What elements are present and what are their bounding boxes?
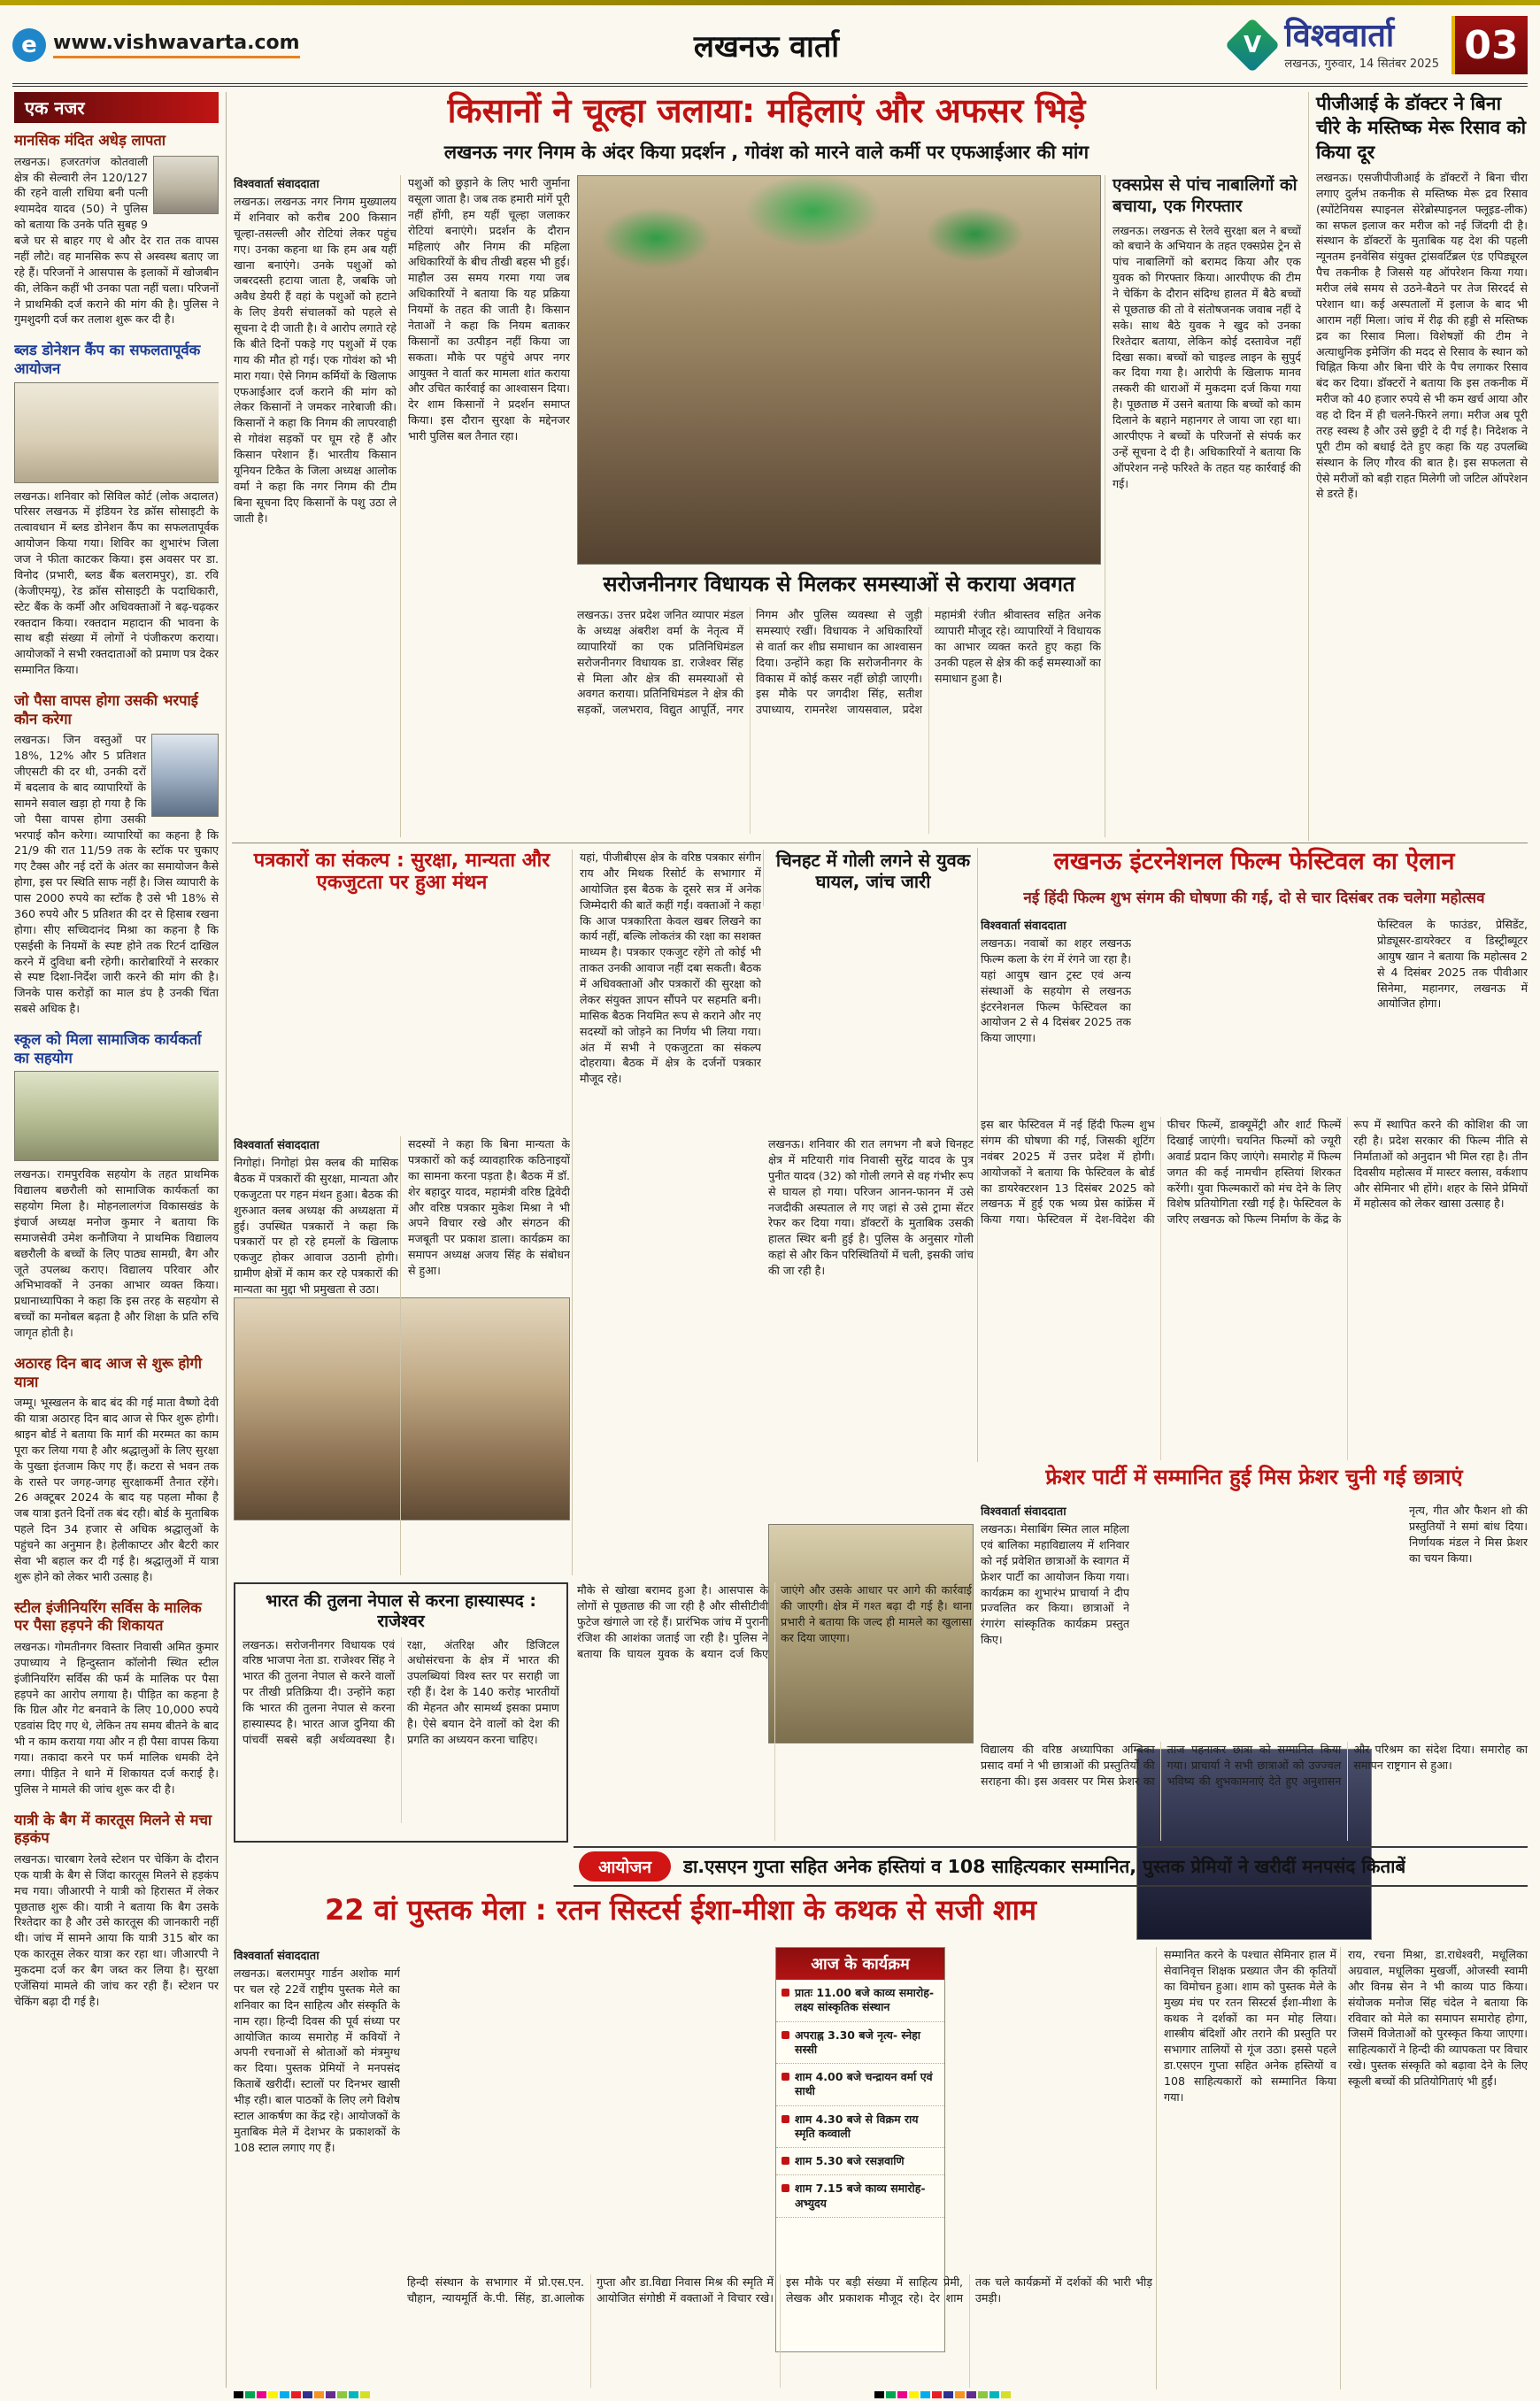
- calibration-square: [245, 2391, 255, 2398]
- article-body: लखनऊ। बलरामपुर गार्डन अशोक मार्ग पर चल रहे 22वें राष्ट्रीय पुस्तक मेले का शनिवार का दिन साहित्य और संस्कृति के नाम रहा। हिन्दी दिवस की पूर्व संध्या पर आयोजित काव्य समारोह में कवियों ने अपनी रचनाओं से श्रोताओं को मंत्रमुग्ध कर दिया। पुस्तक प्रेमियों ने मनपसंद किताबें खरीदीं। स्टालों पर दिनभर खासी भीड़ रही। बाल पाठकों के लिए लगे विशेष स्टाल आकर्षण का केंद्र रहे। आयोजकों के मुताबिक मेले में देशभर के प्रकाशकों के 108 स्टाल लगाए गए हैं।: [234, 1966, 400, 2154]
- express-article: [1105, 175, 1301, 837]
- page-number: 03: [1451, 16, 1528, 74]
- sidebar-article: [14, 128, 219, 327]
- sidebar-article: [14, 338, 219, 678]
- calibration-square: [1001, 2391, 1011, 2398]
- calibration-square: [989, 2391, 999, 2398]
- calibration-square: [291, 2391, 301, 2398]
- events-title: आज के कार्यक्रम: [776, 1948, 944, 1980]
- print-calibration-strip: [234, 2391, 370, 2398]
- sidebar-article: [14, 1596, 219, 1797]
- calibration-square: [874, 2391, 884, 2398]
- article-body: लखनऊ। जिन वस्तुओं पर 18%, 12% और 5 प्रतिशत जीएसटी की दर थी, उनकी दरों में बदलाव के बाद व्यापारियों के सामने सवाल खड़ा हो गया है कि जो पैसा वापस होगा उसकी भरपाई कौन करेगा। व्यापारियों का कहना है कि 21/9 की रात 11/59 तक के स्टॉक पर चुकाए गए टैक्स और नई दरों के अंतर का समायोजन कैसे होगा, इस पर स्थिति साफ नहीं है। जिस व्यापारी के पास 2000 रुपये का स्टॉक है उसे भी 18% से 360 रुपये और 5 प्रतिशत की दर से हिसाब रखना होगा। सीए सच्चिदानंद मिश्रा का कहना है कि एसईसी के नियमों के स्पष्ट होने तक रिटर्न दाखिल करने में दुविधा बनी रहेगी। कारोबारियों ने सरकार से स्पष्ट दिशा-निर्देश जारी करने की मांग की है। जिनके पास करोड़ों का माल डंप है उनकी चिंता सबसे अधिक है।: [14, 733, 219, 1016]
- article-headline: स्टील इंजीनियरिंग सर्विस के मालिक पर पैसा हड़पने की शिकायत: [14, 1598, 202, 1635]
- calibration-square: [978, 2391, 988, 2398]
- event-text: शाम 4.00 बजे चन्द्रायन वर्मा एवं साथी: [795, 2070, 933, 2098]
- main-subhead: लखनऊ नगर निगम के अंदर किया प्रदर्शन , गोवंश को मारने वाले कर्मी पर एफआईआर की मांग: [443, 142, 1090, 163]
- article-body-wrap: [14, 732, 219, 1017]
- byline: विश्ववार्ता संवाददाता: [234, 178, 320, 191]
- main-headline: किसानों ने चूल्हा जलाया: महिलाएं और अफसर भिड़े: [447, 91, 1086, 130]
- film-festival-headline: लखनऊ इंटरनेशनल फिल्म फेस्टिवल का ऐलान: [1053, 848, 1455, 875]
- chinhat-headline: चिनहट में गोली लगने से युवक घायल, जांच जारी: [763, 850, 975, 906]
- missing-person-photo: [153, 156, 219, 214]
- top-accent-strip: [0, 0, 1540, 5]
- film-col2: फेस्टिवल के फाउंडर, प्रेसिडेंट, प्रोड्यूसर-डायरेक्टर व डिस्ट्रीब्यूटर आयुष खान ने बताया कि महोत्सव 2 से 4 दिसंबर 2025 तक पीवीआर सिनेमा, महानगर, लखनऊ में आयोजित होगा।: [1377, 918, 1528, 1011]
- page-header: [12, 11, 1528, 80]
- article-body: जम्मू। भूस्खलन के बाद बंद की गई माता वैष्णो देवी की यात्रा अठारह दिन बाद आज से फिर शुरू होगी। श्राइन बोर्ड ने बताया कि मार्ग की मरम्मत का काम पूरा कर लिया गया है और श्रद्धालुओं के लिए सुरक्षा के पुख्ता इंतजाम किए गए हैं। कटरा से भवन तक के रास्ते पर जगह-जगह सुरक्षाकर्मी तैनात रहेंगे। 26 अक्टूबर 2024 के बाद यह पहला मौका है जब यात्रा इतने दिनों तक बंद रही। बोर्ड के मुताबिक पहले दिन 34 हजार से अधिक श्रद्धालुओं के पहुंचने का अनुमान है। हेलीकाप्टर और बैटरी कार सेवा भी बहाल कर दी गई है। श्रद्धालुओं में यात्रा शुरू होने को लेकर भारी उत्साह है।: [14, 1396, 219, 1583]
- brand-logo-letter: V: [1244, 32, 1262, 58]
- calibration-square: [909, 2391, 919, 2398]
- article-headline: यात्री के बैग में कारतूस मिलने से मचा हड़कंप: [14, 1811, 212, 1847]
- calibration-square: [268, 2391, 278, 2398]
- print-calibration-strip: [874, 2391, 1011, 2398]
- sidebar-article: [14, 689, 219, 1017]
- site-logo-group: [12, 28, 300, 62]
- bullet-icon: [782, 2157, 789, 2165]
- dateline: लखनऊ, गुरुवार, 14 सितंबर 2025: [1284, 57, 1439, 71]
- event-item: [776, 2175, 944, 2218]
- article-headline: अठारह दिन बाद आज से शुरू होगी यात्रा: [14, 1354, 202, 1390]
- calibration-square: [234, 2391, 243, 2398]
- calibration-square: [326, 2391, 335, 2398]
- calibration-square: [920, 2391, 930, 2398]
- bullet-icon: [782, 2073, 789, 2081]
- article-body: लखनऊ। एसजीपीजीआई के डॉक्टरों ने बिना चीरा लगाए दुर्लभ तकनीक से मस्तिष्क मेरू द्रव रिसाव (स्पोंटेनियस स्पाइनल सेरेब्रोस्पाइनल फ्लूइड-लीक) का सफल इलाज कर मरीज को नई जिंदगी दी है। संस्थान के डॉक्टरों के मुताबिक यह देश की पहली न्यूनतम इनवेसिव संयुक्त ट्रांसवर्टिब्रल एंड एपिड्यूरल पैच तकनीक है जिससे यह ऑपरेशन किया गया। मरीज लंबे समय से उठने-बैठने पर तेज सिरदर्द से परेशान था। कई अस्पतालों में इलाज के बाद भी आराम नहीं मिला। जांच में रीढ़ की हड्डी से मस्तिष्क द्रव का रिसाव मिला। विशेषज्ञों की टीम ने अत्याधुनिक इमेजिंग की मदद से रिसाव के स्थान को चिह्नित किया और बिना चीरे के पैच लगाकर रिसाव बंद कर दिया। डॉक्टरों ने बताया कि इस तकनीक में मरीज को 40 हजार रुपये से भी कम खर्च आया और वह दो दिन में ही चलने-फिरने लगा। मरीज अब पूरी तरह स्वस्थ है और उसे छुट्टी दे दी गई है। निदेशक ने पूरी टीम को बधाई देते हुए कहा कि यह उपलब्धि संस्थान के लिए गौरव की बात है। इस सफलता से ऐसे मरीजों को बड़ी राहत मिलेगी जो जटिल ऑपरेशन से डरते हैं।: [1316, 170, 1528, 501]
- event-item: [776, 2106, 944, 2149]
- ayojan-text: डा.एसएन गुप्ता सहित अनेक हस्तियां व 108 साहित्यकार सम्मानित, पुस्तक प्रेमियों ने खरीदीं मनपसंद किताबें: [683, 1856, 1406, 1877]
- calibration-square: [257, 2391, 266, 2398]
- main-article-col2: पशुओं को छुड़ाने के लिए भारी जुर्माना वसूला जाता है। जब तक हमारी मांगें पूरी नहीं होंगी, हम यहीं चूल्हा जलाकर रोटियां बनाएंगे। प्रदर्शन के दौरान महिलाएं और निगम की महिला अधिकारियों के बीच तीखी बहस भी हुई। माहौल उस समय गरमा गया जब अधिकारियों ने बताया कि यह प्रक्रिया नियमों के तहत की जाती है। किसान नेताओं ने कहा कि नियम बताकर किसानों का उत्पीड़न नहीं किया जा सकता। मौके पर पहुंचे अपर नगर आयुक्त ने वार्ता कर मामला शांत कराया और उचित कार्रवाई का आश्वासन दिया। देर शाम किसानों ने प्रदर्शन समाप्त किया। इस दौरान सुरक्षा के मद्देनजर भारी पुलिस बल तैनात रहा।: [400, 175, 570, 837]
- article-headline: ब्लड डोनेशन कैंप का सफलतापूर्वक आयोजन: [14, 342, 201, 377]
- calibration-square: [955, 2391, 965, 2398]
- byline: विश्ववार्ता संवाददाता: [234, 1139, 320, 1152]
- section-banner: एक नजर: [14, 92, 219, 123]
- film-festival-subhead: नई हिंदी फिल्म शुभ संगम की घोषणा की गई, दो से चार दिसंबर तक चलेगा महोत्सव: [1023, 889, 1485, 907]
- calibration-square: [943, 2391, 953, 2398]
- article-body: लखनऊ। मेसाबिंग स्मित लाल महिला एवं बालिका महाविद्यालय में शनिवार को नई प्रवेशित छात्राओं के स्वागत में फ्रेशर पार्टी का आयोजन किया गया। कार्यक्रम का शुभारंभ प्राचार्या ने दीप प्रज्वलित कर किया। छात्राओं ने रंगारंग सांस्कृतिक कार्यक्रम प्रस्तुत किए।: [981, 1522, 1129, 1647]
- school-group-photo: [14, 1071, 219, 1161]
- article-headline: पीजीआई के डॉक्टर ने बिना चीरे के मस्तिष्क मेरू रिसाव को किया दूर: [1316, 93, 1527, 163]
- bookfair-bottom: हिन्दी संस्थान के सभागार में प्रो.एस.एन. चौहान, न्यायमूर्ति के.पी. सिंह, डा.आलोक गुप्ता और डा.विद्या निवास मिश्र की स्मृति में आयोजित संगोष्ठी में वक्ताओं ने विचार रखे। इस मौके पर बड़ी संख्या में साहित्य प्रेमी, लेखक और प्रकाशक मौजूद रहे। देर शाम तक चले कार्यक्रमों में दर्शकों की भारी भीड़ उमड़ी।: [407, 2275, 1152, 2305]
- patrakar-col1: [234, 1136, 398, 1575]
- header-divider: [12, 83, 1528, 87]
- event-item: [776, 2148, 944, 2175]
- blood-camp-photo: [14, 382, 219, 483]
- protest-photo: [577, 175, 1101, 565]
- event-item: [776, 1980, 944, 2022]
- sidebar-ek-nazar: [12, 92, 227, 2388]
- byline: विश्ववार्ता संवाददाता: [234, 1950, 320, 1963]
- sarojini-headline: सरोजनीनगर विधायक से मिलकर समस्याओं से कराया अवगत: [603, 572, 1075, 596]
- nepal-article-box: [234, 1582, 568, 1843]
- calibration-square: [360, 2391, 370, 2398]
- article-headline: स्कूल को मिला सामाजिक कार्यकर्ता का सहयोग: [14, 1031, 202, 1066]
- article-body: लखनऊ। चारबाग रेलवे स्टेशन पर चेकिंग के दौरान एक यात्री के बैग से जिंदा कारतूस मिलने से हड़कंप मच गया। जीआरपी ने यात्री को हिरासत में लेकर पूछताछ शुरू की। यात्री ने बताया कि बैग उसके रिश्तेदार का है और उसे कारतूस की जानकारी नहीं थी। जांच में सामने आया कि यात्री 315 बोर का एक कारतूस लेकर यात्रा कर रहा था। जीआरपी ने मुकदमा दर्ज कर बैग जब्त कर लिया है। सुरक्षा एजेंसियां मामले की जांच कर रही हैं। स्टेशन पर चेकिंग बढ़ा दी गई है।: [14, 1851, 219, 2008]
- article-body: लखनऊ। सरोजनीनगर विधायक एवं वरिष्ठ भाजपा नेता डा. राजेश्वर सिंह ने भारत की तुलना नेपाल से करने वालों पर तीखी प्रतिक्रिया दी। उन्होंने कहा कि भारत की तुलना नेपाल से करना हास्यास्पद है। भारत आज दुनिया की पांचवीं सबसे बड़ी अर्थव्यवस्था है। रक्षा, अंतरिक्ष और डिजिटल अधोसंरचना के क्षेत्र में भारत की उपलब्धियां विश्व स्तर पर सराही जा रही हैं। देश के 140 करोड़ भारतीयों की मेहनत और सामर्थ्य इसका प्रमाण है। ऐसे बयान देने वालों को देश की प्रगति का अध्ययन करना चाहिए।: [243, 1637, 559, 1746]
- bullet-icon: [782, 1989, 789, 1997]
- bullet-icon: [782, 2031, 789, 2039]
- brand-name: विश्ववार्ता: [1284, 17, 1395, 54]
- article-headline: जो पैसा वापस होगा उसकी भरपाई कौन करेगा: [14, 692, 198, 727]
- article-headline: मानसिक मंदित अधेड़ लापता: [14, 132, 166, 149]
- sidebar-article: [14, 1351, 219, 1585]
- calibration-square: [897, 2391, 907, 2398]
- calibration-square: [349, 2391, 358, 2398]
- bullet-icon: [782, 2184, 789, 2192]
- chinhat-col1: लखनऊ। शनिवार की रात लगभग नौ बजे चिनहट क्षेत्र में मटियारी गांव निवासी सुरेंद्र यादव के पुत्र पुनीत यादव (32) को गोली लगने से वह गंभीर रूप से घायल हो गया। परिजन आनन-फानन में उसे नजदीकी अस्पताल ले गए जहां से उसे ट्रामा सेंटर रेफर कर दिया गया। डॉक्टरों के मुताबिक उसकी हालत स्थिर बनी हुई है। पुलिस के अनुसार गोली कहां से और किन परिस्थितियों में चली, इसकी जांच की जा रही है।: [768, 1137, 974, 1277]
- site-url: www.vishwavarta.com: [53, 32, 300, 58]
- byline: विश्ववार्ता संवाददाता: [981, 920, 1066, 933]
- calibration-square: [886, 2391, 896, 2398]
- article-headline: भारत की तुलना नेपाल से करना हास्यास्पद : राजेश्वर: [266, 1591, 536, 1631]
- sidebar-article: [14, 1808, 219, 2010]
- fresher-col1: [981, 1503, 1129, 1736]
- article-body: लखनऊ। लखनऊ नगर निगम मुख्यालय में शनिवार को करीब 200 किसान चूल्हा-तसल्ली और रोटियां लेकर पहुंच गए। उनका कहना था कि हम अब यहीं खाना बनाएंगे। उनके पशुओं को जबरदस्ती हटाया जाता है, जबकि जो अवैध डेयरी हैं वहां के पशुओं को हटाने के लिए डेयरी संचालकों को पहले से सूचना दे दी जाती है। वे आरोप लगाते रहे कि बीते दिनों पकड़े गए पशुओं में एक गाय की मौत हो गई। एक गोवंश को भी मारा गया। ऐसे निगम कर्मियों के खिलाफ एफआईआर दर्ज कराने की मांग को लेकर किसानों ने जमकर नारेबाजी की। किसानों ने कहा कि निगम की लापरवाही से गोवंश सड़कों पर घूम रहे हैं और किसान परेशान हैं। भारतीय किसान यूनियन टिकैत के जिला अध्यक्ष आलोक वर्मा ने कहा कि नगर निगम की टीम बिना सूचना दिए किसानों के पशु उठा ले जाती है।: [234, 195, 397, 525]
- masthead-title: लखनऊ वार्ता: [693, 29, 840, 65]
- article-body: लखनऊ। शनिवार को सिविल कोर्ट (लोक अदालत) परिसर लखनऊ में इंडियन रेड क्रॉस सोसाइटी के तत्वावधान में ब्लड डोनेशन कैंप का सफलतापूर्वक आयोजन किया गया। शिविर का शुभारंभ जिला जज ने फीता काटकर किया। इस अवसर पर डा. विनोद (प्रभारी, ब्लड बैंक बलरामपुर), डा. रवि (केजीएमयू), रेड क्रॉस सोसाइटी के पदाधिकारी, स्टेट बैंक के कर्मी और अधिवक्ताओं ने बढ़-चढ़कर रक्तदान किया। रक्तदान महादान की भावना के साथ बड़ी संख्या में लोगों ने पंजीकरण कराया। आयोजकों ने सभी रक्तदाताओं को प्रमाण पत्र देकर सम्मानित किया।: [14, 489, 219, 677]
- bullet-icon: [782, 2115, 789, 2123]
- article-body: लखनऊ। नवाबों का शहर लखनऊ फिल्म कला के रंग में रंगने जा रहा है। यहां आयुष खान ट्रस्ट एवं अन्य संस्थाओं के सहयोग से लखनऊ इंटरनेशनल फिल्म फेस्टिवल का आयोजन 2 से 4 दिसंबर 2025 तक किया जाएगा।: [981, 936, 1131, 1045]
- event-item: [776, 2022, 944, 2065]
- trader-portrait-photo: [151, 734, 219, 817]
- bookfair-col1: [234, 1947, 400, 2389]
- event-text: अपराह्न 3.30 बजे नृत्य- स्नेहा सस्सी: [795, 2028, 921, 2056]
- fresher-headline: फ्रेशर पार्टी में सम्मानित हुई मिस फ्रेशर चुनी गई छात्राएं: [1045, 1465, 1463, 1489]
- fresher-body: विद्यालय की वरिष्ठ अध्यापिका अम्बिका प्रसाद वर्मा ने भी छात्राओं की प्रस्तुतियों की सराहना की। इस अवसर पर मिस फ्रेशर का ताज पहनाकर छात्रा को सम्मानित किया गया। प्राचार्या ने सभी छात्राओं को उज्ज्वल भविष्य की शुभकामनाएं देते हुए अनुशासन और परिश्रम का संदेश दिया। समारोह का समापन राष्ट्रगान से हुआ।: [981, 1743, 1528, 1788]
- event-text: शाम 7.15 बजे काव्य समारोह- अभ्युदय: [795, 2182, 926, 2210]
- calibration-square: [303, 2391, 312, 2398]
- site-logo-icon: e: [12, 28, 46, 62]
- ayojan-badge: आयोजन: [579, 1851, 671, 1882]
- pgi-article: [1308, 92, 1528, 841]
- event-text: प्रातः 11.00 बजे काव्य समारोह- लक्ष्य सांस्कृतिक संस्थान: [795, 1986, 935, 2014]
- fresher-col2: नृत्य, गीत और फैशन शो की प्रस्तुतियों ने समां बांध दिया। निर्णायक मंडल ने मिस फ्रेशर का चयन किया।: [1409, 1504, 1528, 1565]
- article-body: लखनऊ। लखनऊ से रेलवे सुरक्षा बल ने बच्चों को बचाने के अभियान के तहत एक्सप्रेस ट्रेन से पांच नाबालिगों को बरामद किया और एक युवक को गिरफ्तार किया। आरपीएफ की टीम ने चेकिंग के दौरान संदिग्ध हालत में बैठे बच्चों से पूछताछ की तो वे संतोषजनक जवाब नहीं दे सके। साथ बैठे युवक ने खुद को उनका रिश्तेदार बताया, लेकिन कोई दस्तावेज नहीं दिखा सका। बच्चों को चाइल्ड लाइन के सुपुर्द कर दिया गया है। आरोपी के खिलाफ मानव तस्करी की धाराओं में मुकदमा दर्ज किया गया है। पूछताछ में उसने बताया कि बच्चों को काम दिलाने के बहाने महानगर ले जाया जा रहा था। आरपीएफ ने बच्चों के परिजनों से संपर्क कर उन्हें सूचना दे दी है। अधिकारियों ने बताया कि ऑपरेशन नन्हे फरिश्ते के तहत यह कार्रवाई की गई।: [1113, 223, 1301, 490]
- film-body: इस बार फेस्टिवल में नई हिंदी फिल्म शुभ संगम की घोषणा की गई, जिसकी शूटिंग नवंबर 2025 में उत्तर प्रदेश में होगी। आयोजकों ने बताया कि फेस्टिवल के बोर्ड का डायरेक्टरशन 13 दिसंबर 2025 को लखनऊ में हुई एक भव्य प्रेस कांफ्रेंस में किया गया। फेस्टिवल में देश-विदेश की फीचर फिल्में, डाक्यूमेंट्री और शार्ट फिल्में दिखाई जाएंगी। चयनित फिल्मों को ज्यूरी अवार्ड प्रदान किए जाएंगे। समारोह में फिल्म जगत की कई नामचीन हस्तियां शिरकत करेंगी। युवा फिल्मकारों को मंच देने के लिए विशेष प्रतियोगिता रखी गई है। फेस्टिवल के जरिए लखनऊ को फिल्म निर्माण के केंद्र के रूप में स्थापित करने की कोशिश की जा रही है। प्रदेश सरकार की फिल्म नीति से निर्माताओं को अनुदान भी मिल रहा है। तीन दिवसीय महोत्सव में मास्टर क्लास, वर्कशाप और सेमिनार भी होंगे। शहर के सिने प्रेमियों में महोत्सव को लेकर खासा उत्साह है।: [981, 1118, 1528, 1227]
- event-text: शाम 4.30 बजे से विक्रम राय स्मृति कव्वाली: [795, 2112, 919, 2140]
- article-body-wrap: [14, 154, 219, 328]
- bookfair-col3: राय, रचना मिश्रा, डा.राधेश्वरी, मधूलिका अग्रवाल, मधूलिका मुखर्जी, ओजस्वी स्वामी और विनम्र सेन ने भी काव्य पाठ किया। संयोजक मनोज सिंह चंदेल ने बताया कि रविवार को मेले का समापन समारोह होगा, जिसमें विजेताओं को पुरस्कृत किया जाएगा। साहित्यकारों ने हिन्दी की व्यापकता पर विचार रखे। पुस्तक संस्कृति को बढ़ावा देने के लिए स्कूली बच्चों की प्रतियोगिताएं भी हुईं।: [1340, 1947, 1528, 2389]
- calibration-square: [314, 2391, 324, 2398]
- article-body: लखनऊ। हजरतगंज कोतवाली क्षेत्र की सेल्वारी लेन 120/127 की रहने वाली राधिया बनी पत्नी श्यामदेव यादव (50) ने पुलिस को बताया कि उनके पति सुबह 9 बजे घर से बाहर गए थे और देर रात तक वापस नहीं लौटे। वह मानसिक रूप से अस्वस्थ बताए जा रहे हैं। परिजनों ने आसपास के इलाकों में खोजबीन की, लेकिन कहीं भी उनका पता नहीं चला। परिजनों ने प्राथमिकी दर्ज कराने की मांग की है। पुलिस ने गुमशुदगी दर्ज कर तलाश शुरू कर दी है।: [14, 154, 219, 327]
- bookfair-col2: सम्मानित करने के पश्चात सेमिनार हाल में सेवानिवृत्त शिक्षक प्रख्यात जैन की कृतियों का विमोचन हुआ। शाम को पुस्तक मेले के मुख्य मंच पर रतन सिस्टर्स ईशा-मीशा के कथक ने दर्शकों का मन मोह लिया। शास्त्रीय बंदिशों और तराने की प्रस्तुति पर सभागार तालियों से गूंज उठा। इससे पहले डा.एसएन गुप्ता सहित अनेक हस्तियों व 108 साहित्यकारों को सम्मानित किया गया।: [1156, 1947, 1336, 2389]
- article-body: लखनऊ। गोमतीनगर विस्तार निवासी अमित कुमार उपाध्याय ने हिन्दुस्तान कॉलोनी स्थित स्टील इंजीनियरिंग सर्विस की फर्म के मालिक पर पैसा हड़पने का आरोप लगाया है। पीड़ित का कहना है कि ग्रिल और गेट बनवाने के लिए 10,000 रुपये एडवांस दिए गए थे, लेकिन तय समय बीतने के बाद भी न काम कराया गया और न ही पैसा वापस किया गया। तकादा करने पर फर्म मालिक धमकी देने लगा। पीड़ित ने थाने में शिकायत दर्ज कराई है। पुलिस ने मामले की जांच शुरू कर दी है।: [14, 1639, 219, 1796]
- patrakar-col3: यहां, पीजीबीएस क्षेत्र के वरिष्ठ पत्रकार संगीन राय और मिथक रिसोर्ट के सभागार में आयोजित इस बैठक के दूसरे सत्र में अनेक जिम्मेदारी की बातें कहीं गईं। वक्ताओं ने कहा कि आज पत्रकारिता केवल खबर लिखने का कार्य नहीं, बल्कि लोकतंत्र की रक्षा का सशक्त माध्यम है। पत्रकार एकजुट रहेंगे तो कोई भी ताकत उनकी आवाज नहीं दबा सकती। बैठक में अधिवक्ताओं और पत्रकारों की सुरक्षा को लेकर संयुक्त ज्ञापन सौंपने पर सहमति बनी। मासिक बैठक नियमित रूप से कराने और नए सदस्यों को जोड़ने का निर्णय भी लिया गया। अंत में सभी ने एकजुटता का संकल्प दोहराया। बैठक में क्षेत्र के दर्जनों पत्रकार मौजूद रहे।: [572, 850, 761, 1575]
- article-body: निगोहां। निगोहां प्रेस क्लब की मासिक बैठक में पत्रकारों की सुरक्षा, मान्यता और एकजुटता पर गहन मंथन हुआ। बैठक की शुरुआत क्लब अध्यक्ष की अध्यक्षता में हुई। उपस्थित पत्रकारों ने कहा कि पत्रकारों पर हो रहे हमलों के खिलाफ एकजुट होकर आवाज उठानी होगी। ग्रामीण क्षेत्रों में काम कर रहे पत्रकारों की मान्यता का मुद्दा भी प्रमुखता से उठा।: [234, 1156, 398, 1296]
- chinhat-col2: मौके से खोखा बरामद हुआ है। आसपास के लोगों से पूछताछ की जा रही है और सीसीटीवी फुटेज खंगाले जा रहे हैं। प्रारंभिक जांच में पुरानी रंजिश की आशंका जताई जा रही है। पुलिस ने बताया कि घायल युवक के बयान दर्ज किए जाएंगे और उसके आधार पर आगे की कार्रवाई की जाएगी। क्षेत्र में गश्त बढ़ा दी गई है। थाना प्रभारी ने बताया कि जल्द ही मामले का खुलासा कर दिया जाएगा।: [577, 1583, 972, 1660]
- calibration-square: [337, 2391, 347, 2398]
- vertical-divider: [977, 848, 978, 1462]
- ayojan-strip: [574, 1846, 1528, 1887]
- byline: विश्ववार्ता संवाददाता: [981, 1505, 1066, 1519]
- brand-logo-icon: [1225, 18, 1280, 73]
- patrakar-headline: पत्रकारों का संकल्प : सुरक्षा, मान्यता और एकजुटता पर हुआ मंथन: [253, 850, 551, 895]
- calibration-square: [966, 2391, 976, 2398]
- article-headline: एक्सप्रेस से पांच नाबालिगों को बचाया, एक गिरफ्तार: [1113, 175, 1297, 216]
- bookfair-headline: 22 वां पुस्तक मेला : रतन सिस्टर्स ईशा-मीशा के कथक से सजी शाम: [324, 1893, 1037, 1927]
- sarojini-body: लखनऊ। उत्तर प्रदेश जनित व्यापार मंडल के अध्यक्ष अंबरीश वर्मा के नेतृत्व में व्यापारियों का एक प्रतिनिधिमंडल सरोजनीनगर विधायक डा. राजेश्वर सिंह से मिला और क्षेत्र की समस्याओं से अवगत कराया। प्रतिनिधिमंडल ने क्षेत्र की सड़कों, जलभराव, विद्युत आपूर्ति, नगर निगम और पुलिस व्यवस्था से जुड़ी समस्याएं रखीं। विधायक ने अधिकारियों से वार्ता कर शीघ्र समाधान का आश्वासन दिया। उन्होंने कहा कि सरोजनीनगर के विकास में कोई कसर नहीं छोड़ी जाएगी। इस मौके पर जगदीश सिंह, सतीश उपाध्याय, रामनरेश जायसवाल, प्रदेश महामंत्री रंजीत श्रीवास्तव सहित अनेक व्यापारी मौजूद रहे। व्यापारियों ने विधायक का आभार व्यक्त करते हुए कहा कि उनकी पहल से क्षेत्र की कई समस्याओं का समाधान हुआ है।: [577, 608, 1101, 717]
- film-col1: [981, 917, 1131, 1113]
- event-item: [776, 2064, 944, 2106]
- article-body: लखनऊ। रामपुरविक सहयोग के तहत प्राथमिक विद्यालय बछरौली को सामाजिक कार्यकर्ता का सहयोग मिला है। मोहनलालगंज विकासखंड के इंचार्ज अध्यक्ष मनोज कुमार ने बताया कि समाजसेवी उमेश कनौजिया ने प्राथमिक विद्यालय बछरौली के बच्चों के लिए पाठ्य सामग्री, बैग और जूते उपलब्ध कराए। विद्यालय परिवार और अभिभावकों ने उनका आभार व्यक्त किया। प्रधानाध्यापिका ने कहा कि इस तरह के सहयोग से बच्चों का मनोबल बढ़ता है और शिक्षा के प्रति रुचि जागृत होती है।: [14, 1167, 219, 1339]
- sidebar-article: [14, 1027, 219, 1341]
- calibration-square: [932, 2391, 942, 2398]
- calibration-square: [280, 2391, 289, 2398]
- main-article-col1: [234, 175, 397, 837]
- patrakar-col2: सदस्यों ने कहा कि बिना मान्यता के पत्रकारों को कई व्यावहारिक कठिनाइयों का सामना करना पड़ता है। बैठक में डॉ. शेर बहादुर यादव, महामंत्री वरिष्ठ द्विवेदी और वरिष्ठ पत्रकार मुकेश मिश्रा ने भी अपने विचार रखे और संगठन की मजबूती पर प्रकाश डाला। कार्यक्रम का समापन अध्यक्ष अजय सिंह के संबोधन से हुआ।: [400, 1136, 570, 1575]
- event-text: शाम 5.30 बजे रसज्ञवाणि: [795, 2154, 905, 2167]
